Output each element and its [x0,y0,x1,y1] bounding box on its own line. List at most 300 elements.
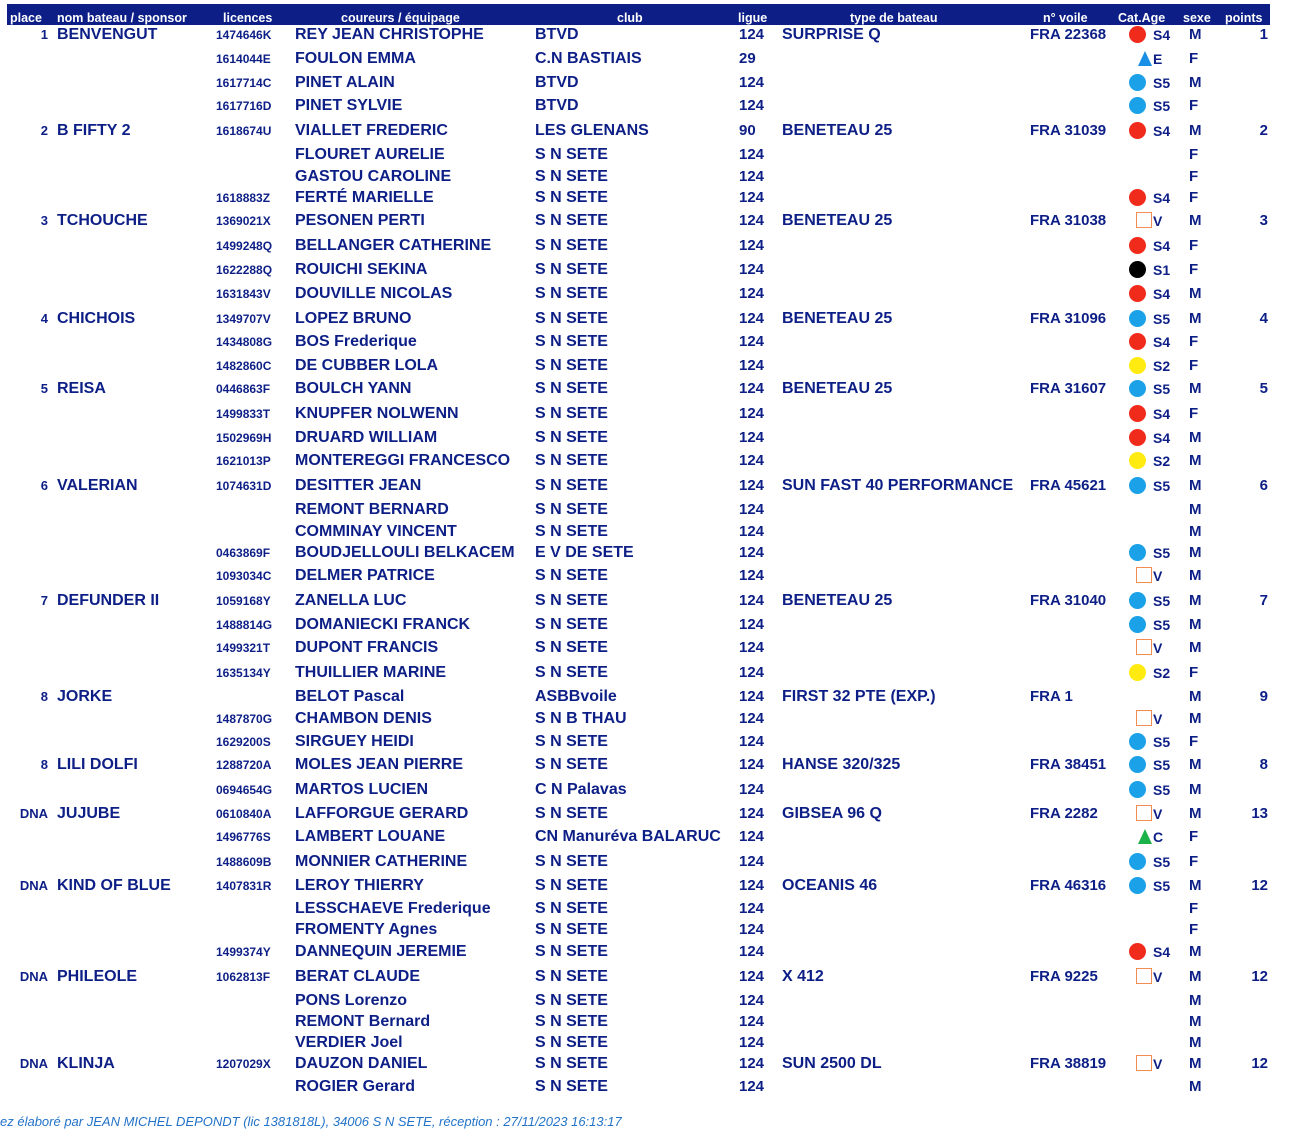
cell-license: 0446863F [216,382,271,396]
cell-boat: LILI DOLFI [57,756,138,773]
cell-sexe: M [1189,544,1202,561]
cell-points: 5 [1259,380,1268,397]
cell-crew: VIALLET FREDERIC [295,122,448,139]
cell-place: 2 [40,123,48,138]
header-points: points [1225,11,1263,25]
table-row [0,731,1300,753]
cell-license: 1093034C [216,569,272,583]
cell-voile: FRA 9225 [1030,968,1098,985]
cell-cat: S2 [1153,358,1171,374]
cell-club: S N SETE [535,664,608,681]
cell-club: S N SETE [535,943,608,960]
cell-crew: BELLANGER CATHERINE [295,237,492,254]
header-voile: n° voile [1043,11,1088,25]
cell-ligue: 124 [739,567,765,584]
cell-voile: FRA 1 [1030,688,1073,705]
cell-club: S N SETE [535,452,608,469]
cell-ligue: 124 [739,285,765,302]
cell-sexe: M [1189,380,1202,397]
cell-cat: S5 [1153,381,1171,397]
cell-ligue: 124 [739,212,765,229]
cell-place: DNA [19,806,48,821]
blue-triangle-icon [1138,51,1152,66]
cell-club: S N SETE [535,900,608,917]
cell-crew: REMONT BERNARD [295,501,449,518]
cell-club: S N SETE [535,405,608,422]
header-sexe: sexe [1183,11,1211,25]
cell-crew: FOULON EMMA [295,50,416,67]
cell-crew: BOULCH YANN [295,380,412,397]
cell-points: 12 [1251,877,1268,894]
cell-ligue: 124 [739,828,765,845]
cell-points: 3 [1259,212,1268,229]
cell-club: S N SETE [535,168,608,185]
cell-club: S N SETE [535,333,608,350]
cell-sexe: F [1189,357,1199,374]
cell-crew: MONTEREGGI FRANCESCO [295,452,511,469]
cell-crew: DE CUBBER LOLA [295,357,439,374]
cell-club: S N SETE [535,733,608,750]
blue-circle-icon [1129,74,1146,91]
blue-circle-icon [1129,380,1146,397]
cell-cat: S5 [1153,757,1171,773]
cell-place: 8 [40,689,48,704]
cell-points: 12 [1251,1055,1268,1072]
cell-crew: MOLES JEAN PIERRE [295,756,464,773]
cell-type: BENETEAU 25 [782,380,893,397]
cell-license: 1062813F [216,970,271,984]
cell-sexe: M [1189,1055,1202,1072]
table-row [0,966,1300,988]
cell-crew: FLOURET AURELIE [295,146,445,163]
header-license: licences [223,11,273,25]
green-triangle-icon [1138,829,1152,844]
cell-crew: GASTOU CAROLINE [295,168,452,185]
cell-sexe: M [1189,805,1202,822]
cell-crew: LOPEZ BRUNO [295,310,412,327]
cell-points: 2 [1259,122,1268,139]
cell-license: 1618674U [216,124,272,138]
cell-crew: DOMANIECKI FRANCK [295,616,471,633]
cell-ligue: 124 [739,333,765,350]
cell-cat: S5 [1153,98,1171,114]
cell-ligue: 124 [739,1055,765,1072]
table-row [0,475,1300,497]
table-row [0,95,1300,117]
cell-type: BENETEAU 25 [782,310,893,327]
cell-boat: PHILEOLE [57,968,138,985]
cell-sexe: M [1189,212,1202,229]
cell-license: 1407831R [216,879,272,893]
cell-type: SUN 2500 DL [782,1055,882,1072]
cell-club: S N SETE [535,523,608,540]
cell-type: FIRST 32 PTE (EXP.) [782,688,936,705]
cell-voile: FRA 38819 [1030,1055,1107,1072]
cell-license: 1631843V [216,287,271,301]
cell-crew: DRUARD WILLIAM [295,429,438,446]
cell-crew: MONNIER CATHERINE [295,853,468,870]
cell-club: S N SETE [535,968,608,985]
cell-place: DNA [19,878,48,893]
cell-license: 1614044E [216,52,271,66]
cell-crew: BELOT Pascal [295,688,405,705]
table-row [0,308,1300,330]
table-row [0,708,1300,730]
cell-club: S N SETE [535,1078,608,1095]
cell-boat: JUJUBE [57,805,121,822]
table-row [0,403,1300,425]
cell-ligue: 124 [739,237,765,254]
cell-ligue: 124 [739,357,765,374]
cell-sexe: F [1189,333,1199,350]
cell-place: 8 [40,757,48,772]
cell-crew: ROUICHI SEKINA [295,261,428,278]
header-place: place [10,11,42,25]
cell-sexe: M [1189,122,1202,139]
cell-club: S N SETE [535,237,608,254]
red-circle-icon [1129,122,1146,139]
table-row [0,686,1300,708]
table-row [0,24,1300,46]
cell-cat: S2 [1153,453,1171,469]
table-row [0,210,1300,232]
cell-ligue: 124 [739,921,765,938]
cell-crew: PINET SYLVIE [295,97,403,114]
cell-sexe: M [1189,26,1202,43]
cell-ligue: 124 [739,592,765,609]
cell-sexe: M [1189,639,1202,656]
cell-club: LES GLENANS [535,122,649,139]
cell-ligue: 124 [739,523,765,540]
header-ligue: ligue [738,11,768,25]
cell-sexe: M [1189,756,1202,773]
red-circle-icon [1129,333,1146,350]
cell-crew: KNUPFER NOLWENN [295,405,459,422]
cell-crew: LAMBERT LOUANE [295,828,446,845]
cell-club: S N SETE [535,146,608,163]
cell-club: S N SETE [535,853,608,870]
cell-voile: FRA 31096 [1030,310,1107,327]
cell-license: 1434808G [216,335,273,349]
table-row [0,499,1300,521]
cell-cat: S4 [1153,238,1171,254]
cell-sexe: F [1189,97,1199,114]
cell-club: S N SETE [535,285,608,302]
cell-ligue: 124 [739,877,765,894]
footer-note: ez élaboré par JEAN MICHEL DEPONDT (lic 1381818L), 34006 S N SETE, réception : 27/11/2023 16:13:17 [0,1114,622,1129]
cell-sexe: F [1189,733,1199,750]
cell-crew: DAUZON DANIEL [295,1055,428,1072]
cell-place: DNA [19,969,48,984]
cell-boat: B FIFTY 2 [57,122,131,139]
cell-license: 1059168Y [216,594,271,608]
red-circle-icon [1129,429,1146,446]
cell-place: 6 [40,478,48,493]
table-row [0,72,1300,94]
cell-crew: MARTOS LUCIEN [295,781,429,798]
cell-ligue: 124 [739,781,765,798]
cell-club: CN Manuréva BALARUC [535,828,721,845]
table-row [0,355,1300,377]
cell-cat: S5 [1153,545,1171,561]
cell-cat: S5 [1153,75,1171,91]
cell-voile: FRA 38451 [1030,756,1107,773]
cell-crew: THUILLIER MARINE [295,664,447,681]
cell-crew: VERDIER Joel [295,1034,403,1051]
table-row [0,144,1300,166]
cell-crew: PONS Lorenzo [295,992,408,1009]
cell-sexe: M [1189,688,1202,705]
cell-crew: ZANELLA LUC [295,592,407,609]
orange-square-icon [1136,805,1152,821]
cell-sexe: M [1189,523,1202,540]
cell-sexe: M [1189,477,1202,494]
cell-license: 1618883Z [216,191,271,205]
blue-circle-icon [1129,877,1146,894]
cell-cat: S5 [1153,617,1171,633]
cell-crew: DUPONT FRANCIS [295,639,439,656]
cell-ligue: 124 [739,405,765,422]
cell-club: S N SETE [535,1013,608,1030]
cell-crew: BERAT CLAUDE [295,968,421,985]
cell-club: S N SETE [535,992,608,1009]
table-row [0,662,1300,684]
table-row [0,803,1300,825]
cell-license: 1629200S [216,735,271,749]
cell-cat: S4 [1153,27,1171,43]
cell-license: 1622288Q [216,263,273,277]
table-row [0,941,1300,963]
cell-license: 1499248Q [216,239,273,253]
table-row [0,378,1300,400]
red-circle-icon [1129,285,1146,302]
cell-license: 1482860C [216,359,272,373]
cell-type: BENETEAU 25 [782,212,893,229]
cell-license: 1074631D [216,479,272,493]
cell-ligue: 124 [739,992,765,1009]
red-circle-icon [1129,189,1146,206]
cell-club: S N SETE [535,429,608,446]
table-row [0,754,1300,776]
cell-points: 4 [1259,310,1268,327]
cell-club: BTVD [535,97,579,114]
table-row [0,851,1300,873]
cell-crew: DESITTER JEAN [295,477,422,494]
cell-cat: V [1153,213,1163,229]
cell-voile: FRA 31040 [1030,592,1107,609]
cell-ligue: 124 [739,97,765,114]
cell-boat: JORKE [57,688,113,705]
table-row [0,1011,1300,1033]
cell-license: 1288720A [216,758,272,772]
table-row [0,450,1300,472]
table-row [0,187,1300,209]
cell-license: 1487870G [216,712,273,726]
header-boat: nom bateau / sponsor [57,11,187,25]
yellow-circle-icon [1129,664,1146,681]
cell-voile: FRA 31038 [1030,212,1107,229]
cell-sexe: M [1189,1034,1202,1051]
table-row [0,331,1300,353]
cell-cat: S4 [1153,334,1171,350]
cell-sexe: F [1189,828,1199,845]
cell-type: SURPRISE Q [782,26,881,43]
table-row [0,919,1300,941]
red-circle-icon [1129,405,1146,422]
cell-license: 0610840A [216,807,272,821]
cell-crew: REMONT Bernard [295,1013,431,1030]
cell-club: S N SETE [535,477,608,494]
table-row [0,542,1300,564]
cell-ligue: 124 [739,756,765,773]
cell-cat: V [1153,806,1163,822]
cell-sexe: F [1189,237,1199,254]
cell-club: C.N BASTIAIS [535,50,642,67]
blue-circle-icon [1129,781,1146,798]
cell-crew: COMMINAY VINCENT [295,523,457,540]
cell-license: 1621013P [216,454,271,468]
table-row [0,614,1300,636]
cell-ligue: 90 [739,122,756,139]
cell-club: S N SETE [535,592,608,609]
cell-club: S N SETE [535,805,608,822]
cell-cat: S1 [1153,262,1171,278]
table-row [0,875,1300,897]
cell-place: 5 [40,381,48,396]
blue-circle-icon [1129,616,1146,633]
cell-ligue: 124 [739,429,765,446]
table-row [0,166,1300,188]
cell-ligue: 124 [739,1013,765,1030]
cell-club: C N Palavas [535,781,627,798]
cell-crew: BOS Frederique [295,333,417,350]
cell-ligue: 124 [739,968,765,985]
table-header [7,4,1270,25]
cell-type: BENETEAU 25 [782,592,893,609]
cell-cat: V [1153,711,1163,727]
cell-sexe: F [1189,50,1199,67]
cell-cat: S4 [1153,944,1171,960]
cell-ligue: 29 [739,50,756,67]
cell-ligue: 124 [739,1034,765,1051]
cell-club: S N SETE [535,357,608,374]
cell-boat: KIND OF BLUE [57,877,171,894]
cell-club: BTVD [535,26,579,43]
cell-club: S N SETE [535,756,608,773]
table-row [0,637,1300,659]
cell-cat: V [1153,640,1163,656]
header-cat: Cat.Age [1118,11,1166,25]
cell-sexe: F [1189,261,1199,278]
table-row [0,826,1300,848]
cell-sexe: M [1189,1013,1202,1030]
cell-club: S N SETE [535,877,608,894]
cell-crew: DOUVILLE NICOLAS [295,285,453,302]
red-circle-icon [1129,26,1146,43]
table-row [0,1053,1300,1075]
table-row [0,565,1300,587]
cell-cat: V [1153,568,1163,584]
table-row [0,283,1300,305]
cell-boat: DEFUNDER II [57,592,160,609]
cell-ligue: 124 [739,688,765,705]
cell-ligue: 124 [739,805,765,822]
cell-type: OCEANIS 46 [782,877,878,894]
cell-crew: PINET ALAIN [295,74,395,91]
cell-points: 8 [1259,756,1268,773]
cell-crew: ROGIER Gerard [295,1078,416,1095]
cell-ligue: 124 [739,74,765,91]
cell-ligue: 124 [739,261,765,278]
cell-sexe: M [1189,943,1202,960]
cell-cat: S5 [1153,734,1171,750]
header-type: type de bateau [850,11,938,25]
cell-points: 9 [1259,688,1268,705]
cell-club: S N SETE [535,639,608,656]
cell-sexe: M [1189,567,1202,584]
cell-club: S N SETE [535,921,608,938]
cell-type: X 412 [782,968,824,985]
cell-ligue: 124 [739,146,765,163]
cell-license: 1488609B [216,855,272,869]
cell-cat: S2 [1153,665,1171,681]
cell-ligue: 124 [739,168,765,185]
cell-cat: S4 [1153,190,1171,206]
cell-place: DNA [19,1056,48,1071]
cell-sexe: F [1189,664,1199,681]
cell-boat: VALERIAN [57,477,138,494]
orange-square-icon [1136,710,1152,726]
cell-points: 6 [1259,477,1268,494]
cell-club: E V DE SETE [535,544,634,561]
table-row [0,779,1300,801]
cell-points: 12 [1251,968,1268,985]
cell-voile: FRA 45621 [1030,477,1107,494]
cell-voile: FRA 31607 [1030,380,1107,397]
cell-crew: DANNEQUIN JEREMIE [295,943,467,960]
cell-sexe: M [1189,1078,1202,1095]
cell-crew: LAFFORGUE GERARD [295,805,469,822]
cell-crew: BOUDJELLOULI BELKACEM [295,544,515,561]
cell-license: 0694654G [216,783,273,797]
black-circle-icon [1129,261,1146,278]
cell-club: S N SETE [535,567,608,584]
cell-ligue: 124 [739,853,765,870]
cell-voile: FRA 31039 [1030,122,1107,139]
cell-voile: FRA 46316 [1030,877,1107,894]
cell-license: 1488814G [216,618,273,632]
cell-sexe: M [1189,710,1202,727]
cell-type: HANSE 320/325 [782,756,901,773]
cell-sexe: M [1189,285,1202,302]
cell-ligue: 124 [739,477,765,494]
cell-sexe: F [1189,189,1199,206]
cell-license: 1617714C [216,76,272,90]
cell-cat: S5 [1153,593,1171,609]
cell-sexe: M [1189,452,1202,469]
cell-place: 4 [40,311,48,326]
cell-ligue: 124 [739,501,765,518]
blue-circle-icon [1129,592,1146,609]
cell-cat: S5 [1153,782,1171,798]
cell-boat: KLINJA [57,1055,115,1072]
table-row [0,521,1300,543]
cell-license: 0463869F [216,546,271,560]
cell-crew: FROMENTY Agnes [295,921,438,938]
cell-license: 1502969H [216,431,272,445]
cell-ligue: 124 [739,310,765,327]
table-row [0,590,1300,612]
